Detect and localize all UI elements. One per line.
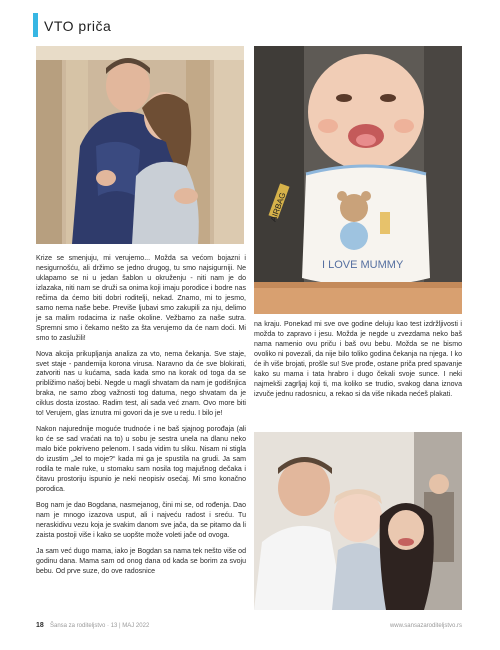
- article-paragraph: Krize se smenjuju, mi verujemo... Možda sa većom bojazni i nesigurnošću, ali držimo se jedno drugog, tu smo najsigurniji. Ne uklapamo se ni u jedan šablon u okruženju - niti nam je do izlazaka, niti nam se druži sa onima koji imaju porodice i bodre nas rečima da ćemo biti dobri roditelji, nekad. Znamo, mi to jesmo, samo nema naše bebe. Previše ljubavi smo zakupili za nju, delimo je sa malim rodacima iz naše okoline. Vežbamo za naše sutra. Spremni smo i čekamo nešto za šta verujemo da će nam doći. Mi smo to zaslužili!: [36, 255, 246, 342]
- article-paragraph: na kraju. Ponekad mi sve ove godine deluju kao test izdržljivosti i možda to zapravo i jesu. Možda je negde u zvezdama neko baš nama namenio ovu priču i baš ovu bebu. Možda se ne bismo ovoliko ni povezali, da nije bilo toliko godina čekanja na njega. I ko će ih više brojati, prošle su! Sve prođe, ostane priča pred spavanje kako su mama i tata hrabro i dugo čekali svoje sunce. I neki najmekši zagrljaj koji ti, ma koliko se trudio, svakog dana iznova izvuče jednu radosnicu, a rekao si da više nikada nećeš plakati.: [254, 321, 462, 398]
- article-paragraph: Nova akcija prikupljanja analiza za vto, nema čekanja. Sve staje, svet staje - pandemija korona virusa. Naravno da će sve blokirati, zatvoriti nas u kućama, sada kada smo na korak od toga da se približimo našoj bebi. Negde u magli shvatam da nam je godišnjica braka, ne samo zbog važnosti tog datuma, nego shvatam da je ciklus dosta izostao. Radim test, ali sada već znam. Ovo more biti to! Verujem, glas iznutra mi govori da je sve u redu. I bilo je!: [36, 350, 246, 418]
- page-number: 18: [36, 622, 44, 629]
- magazine-issue: Šansa za roditeljstvo · 13 | MAJ 2022: [50, 623, 150, 629]
- section-accent-bar: [33, 13, 38, 37]
- airbag-text: AIRBAG: [268, 191, 288, 223]
- article-paragraph: Bog nam je dao Bogdana, nasmejanog, čini mi se, od rođenja. Dao nam je mnogo izazova usput, ali i najveću radost i sreću. Tu neraskidivu vezu koja je svakim danom sve jača, da se pitamo da li zaista postoji više i kako se uopšte može voleti jače od ovoga.: [36, 501, 246, 539]
- page-footer: [36, 622, 462, 634]
- couple-embrace-photo: [36, 46, 244, 244]
- article-column-right: [254, 320, 462, 406]
- smiling-baby-photo: [254, 46, 462, 314]
- article-paragraph: Nakon najurednije moguće trudnoće i ne baš sjajnog porođaja (ali ko će se sad vraćati na to) u sobu je sestra unela na dlanu neko malo biće pokriveno pelenom. I sada vidim tu sliku. Nisam ni stigla do izustim „Jel to moje?“ kada mi ga je spustila na grudi. Ja sam rodila te male ruke, u stomaku sam nosila tog majušnog dečaka i čitavu prostoriju ispunio je neki neopisiv osećaj. Mi smo konačno porodica.: [36, 426, 246, 493]
- website-link[interactable]: www.sansazaroditeljstvo.rs: [389, 623, 462, 629]
- bib-text: I LOVE MUMMY: [322, 259, 404, 271]
- family-with-baby-photo: [254, 432, 462, 610]
- article-column-left: [36, 254, 246, 583]
- article-paragraph: Ja sam već dugo mama, iako je Bogdan sa nama tek nešto više od godinu dana. Mama sam od onog dana od kada se borim za svoju bebu. Od prve suze, do ove radosnice: [36, 547, 246, 575]
- section-title: VTO priča: [44, 18, 112, 34]
